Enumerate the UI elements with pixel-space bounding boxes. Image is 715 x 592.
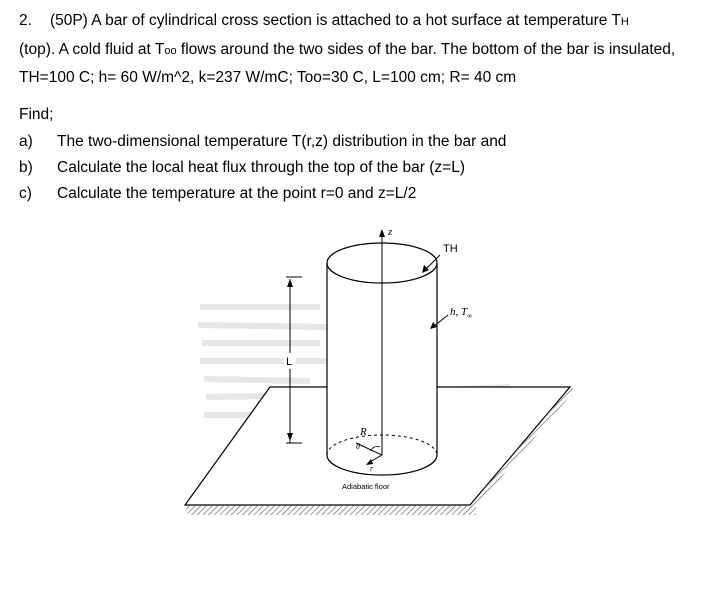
find-item-c-marker: c) [19, 185, 32, 202]
find-item-c-text: Calculate the temperature at the point r=0 and z=L/2 [57, 185, 417, 202]
convection-label: h, T [450, 306, 468, 318]
r-label: r [370, 464, 374, 473]
top-temperature-callout [422, 243, 458, 273]
find-item-b-marker: b) [19, 159, 33, 176]
adiabatic-floor-label: Adiabatic floor [342, 482, 390, 491]
cylinder-bar-diagram [180, 215, 580, 527]
find-item-a [19, 133, 619, 151]
top-temperature-label: TH [443, 243, 458, 255]
problem-number: 2. [19, 12, 32, 29]
problem-line-1 [19, 12, 629, 31]
problem-statement-part-2b: flows around the two sides of the bar. The bottom of the bar is insulated, [176, 41, 676, 58]
svg-text:h, T∞ [450, 306, 472, 320]
find-heading: Find; [19, 106, 54, 123]
find-item-b [19, 159, 619, 177]
subscript-h: H [620, 16, 629, 28]
problem-givens: TH=100 C; h= 60 W/m^2, k=237 W/mC; Too=30 C, L=100 cm; R= 40 cm [19, 69, 517, 86]
z-axis-label: z [388, 226, 393, 238]
find-item-c [19, 185, 619, 203]
find-item-a-text: The two-dimensional temperature T(r,z) distribution in the bar and [57, 133, 507, 150]
radius-label: R [360, 426, 367, 438]
theta-label: θ [356, 442, 360, 451]
subscript-oo: oo [164, 45, 177, 57]
problem-statement-part-1: (50P) A bar of cylindrical cross section is attached to a hot surface at temperature T [49, 12, 621, 29]
length-label: L [286, 356, 293, 368]
problem-line-2 [19, 41, 675, 60]
problem-statement-part-2a: (top). A cold fluid at T [19, 41, 165, 58]
find-item-a-marker: a) [19, 133, 33, 150]
convection-label-sub: ∞ [467, 312, 473, 320]
find-item-b-text: Calculate the local heat flux through the top of the bar (z=L) [57, 159, 465, 176]
